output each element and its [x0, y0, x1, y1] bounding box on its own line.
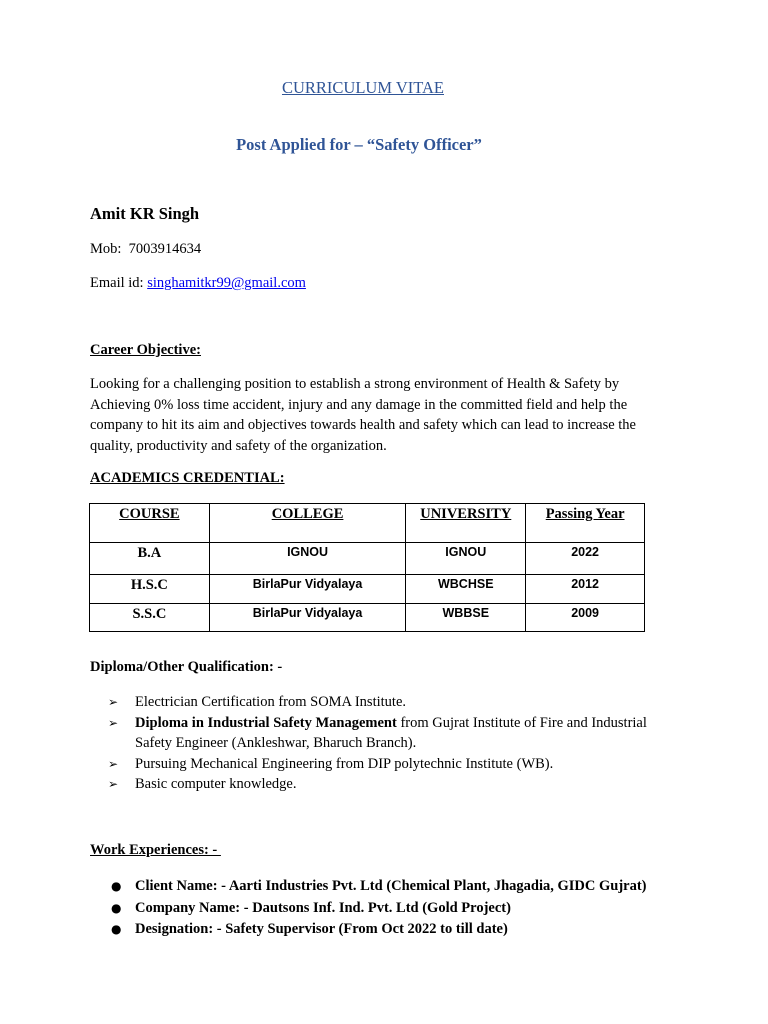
work-experience-list [108, 876, 708, 941]
table-header-row [90, 504, 645, 543]
academics-table [89, 503, 645, 632]
cell-passing-year: 2022 [526, 543, 645, 575]
academics-heading: ACADEMICS CREDENTIAL: [90, 470, 285, 486]
column-header-course: COURSE [90, 504, 210, 543]
cell-university: IGNOU [406, 543, 526, 575]
cell-college: IGNOU [209, 543, 406, 575]
career-objective-text: Looking for a challenging position to establish a strong environment of Health & Safety by Achieving 0% loss time accident, injury and any damage in the committed field and help the company to hit its aim and objectives towards health and safety which can lead to increase the quality, productivity and safety of the organization. [90, 376, 636, 454]
bullet-dot-icon: ● [111, 900, 122, 915]
column-header-college: COLLEGE [209, 504, 406, 543]
list-item: ➢ Electrician Certification from SOMA Institute. [108, 692, 678, 713]
email-label: Email id: [90, 275, 144, 291]
arrow-bullet-icon: ➢ [108, 715, 119, 730]
email-link[interactable]: singhamitkr99@gmail.com [147, 275, 306, 291]
cell-university: WBBSE [406, 604, 526, 632]
career-objective-heading: Career Objective: [90, 342, 201, 358]
list-item: ● Designation: - Safety Supervisor (From Oct 2022 to till date) [108, 919, 708, 941]
cell-course: S.S.C [90, 604, 210, 632]
mobile-label: Mob: [90, 241, 122, 257]
cell-university: WBCHSE [406, 575, 526, 604]
diploma-heading: Diploma/Other Qualification: - [90, 659, 283, 675]
email-line [90, 275, 306, 292]
cell-passing-year: 2009 [526, 604, 645, 632]
work-experience-heading: Work Experiences: - [90, 842, 221, 858]
table-row [90, 543, 645, 575]
diploma-list [108, 692, 678, 795]
cell-passing-year: 2012 [526, 575, 645, 604]
list-item: ➢ Pursuing Mechanical Engineering from DIP polytechnic Institute (WB). [108, 754, 678, 775]
document-title: CURRICULUM VITAE [281, 78, 444, 97]
column-header-university: UNIVERSITY [406, 504, 526, 543]
list-item: ● Client Name: - Aarti Industries Pvt. Ltd (Chemical Plant, Jhagadia, GIDC Gujrat) [108, 876, 708, 898]
cell-course: B.A [90, 543, 210, 575]
post-applied: Post Applied for – “Safety Officer” [236, 135, 482, 154]
bullet-dot-icon: ● [111, 879, 122, 893]
bullet-dot-icon: ● [111, 922, 122, 936]
list-item: ● Company Name: - Dautsons Inf. Ind. Pvt. Ltd (Gold Project) [108, 898, 708, 920]
arrow-bullet-icon: ➢ [108, 777, 119, 791]
arrow-bullet-icon: ➢ [108, 756, 119, 771]
table-row [90, 604, 645, 632]
column-header-passing-year: Passing Year [526, 504, 645, 543]
cell-college: BirlaPur Vidyalaya [209, 575, 406, 604]
list-item: ➢ Basic computer knowledge. [108, 774, 678, 795]
candidate-name: Amit KR Singh [90, 204, 200, 223]
cell-college: BirlaPur Vidyalaya [209, 604, 406, 632]
mobile-line [90, 241, 201, 258]
table-row [90, 575, 645, 604]
list-item: ➢ Diploma in Industrial Safety Management from Gujrat Institute of Fire and Industrial Safety Engineer (Ankleshwar, Bharuch Branch). [108, 714, 647, 751]
cell-course: H.S.C [90, 575, 210, 604]
mobile-number: 7003914634 [128, 241, 202, 257]
arrow-bullet-icon: ➢ [108, 695, 119, 709]
